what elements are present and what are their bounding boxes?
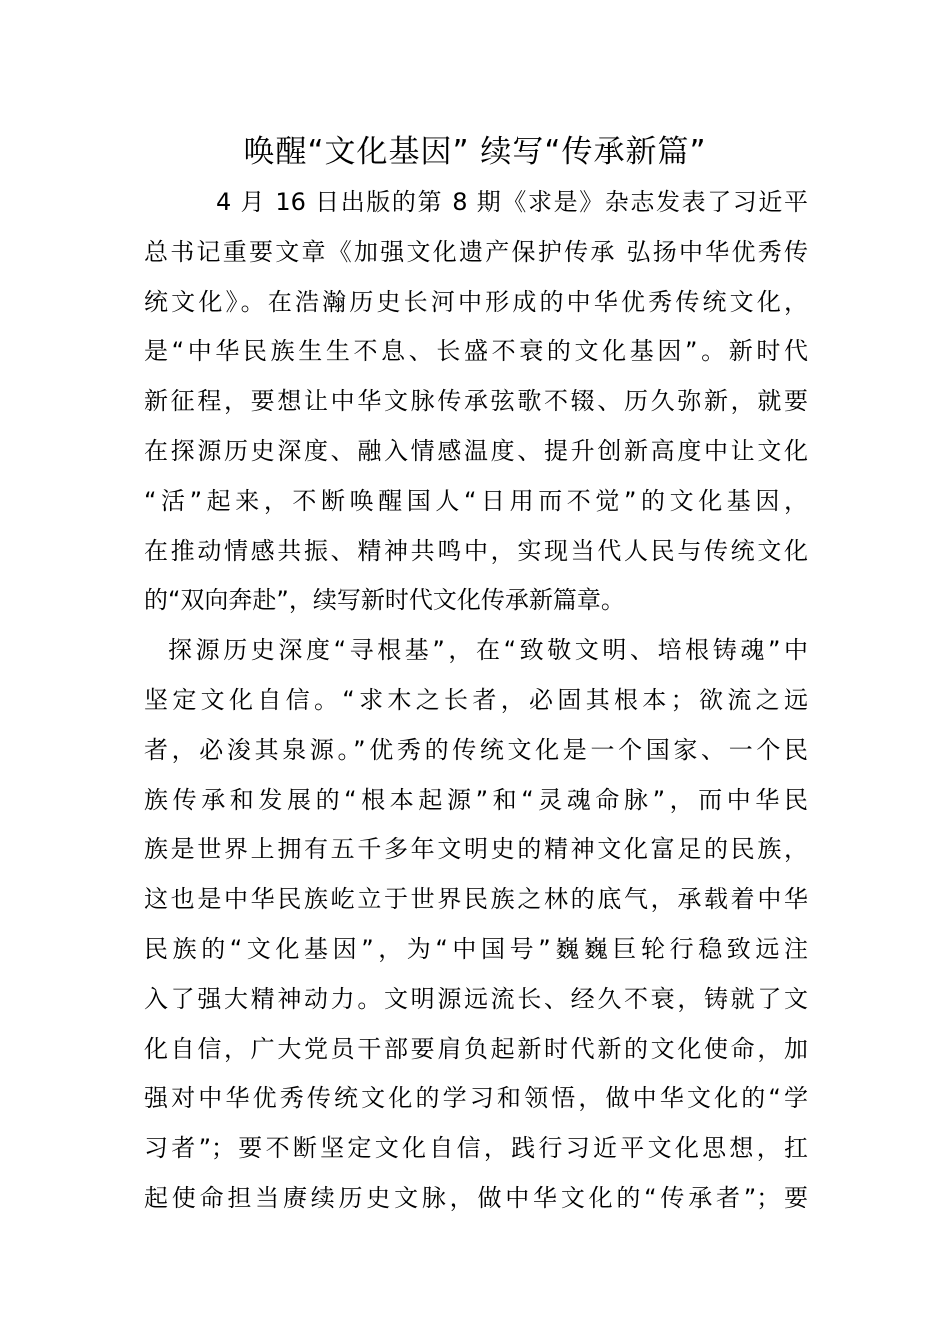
paragraph-2-line-5: 族是世界上拥有五千多年文明史的精神文化富足的民族，	[144, 835, 808, 864]
document-body	[144, 178, 808, 1224]
paragraph-2-line-9: 化自信，广大党员干部要肩负起新时代新的文化使命，加	[144, 1034, 808, 1063]
paragraph-2-line-11: 习者”；要不断坚定文化自信，践行习近平文化思想，扛	[144, 1134, 808, 1163]
paragraph-2-line-2: 坚定文化自信。“求木之长者，必固其根本；欲流之远	[144, 685, 808, 714]
paragraph-2-line-4: 族传承和发展的“根本起源”和“灵魂命脉”，而中华民	[144, 785, 808, 814]
paragraph-1-line-9: 的“双向奔赴”，续写新时代文化传承新篇章。	[144, 586, 625, 615]
paragraph-2-line-10: 强对中华优秀传统文化的学习和领悟，做中华文化的“学	[144, 1084, 808, 1113]
document-title: 唤醒“文化基因” 续写“传承新篇”	[243, 134, 707, 170]
paragraph-2-line-7: 民族的“文化基因”，为“中国号”巍巍巨轮行稳致远注	[144, 934, 808, 963]
paragraph-1-line-4: 是“中华民族生生不息、长盛不衰的文化基因”。新时代	[144, 337, 808, 366]
paragraph-2-line-8: 入了强大精神动力。文明源远流长、经久不衰，铸就了文	[144, 984, 808, 1013]
paragraph-2-line-6: 这也是中华民族屹立于世界民族之林的底气，承载着中华	[144, 885, 808, 914]
paragraph-1-line-1: 4 月 16 日出版的第 8 期《求是》杂志发表了习近平	[216, 188, 808, 216]
paragraph-1-line-6: 在探源历史深度、融入情感温度、提升创新高度中让文化	[144, 436, 808, 465]
paragraph-1-line-2: 总书记重要文章《加强文化遗产保护传承 弘扬中华优秀传	[144, 237, 808, 266]
paragraph-1-line-8: 在推动情感共振、精神共鸣中，实现当代人民与传统文化	[144, 536, 808, 565]
paragraph-1-line-5: 新征程，要想让中华文脉传承弦歌不辍、历久弥新，就要	[144, 387, 808, 416]
paragraph-2-line-3: 者，必浚其泉源。”优秀的传统文化是一个国家、一个民	[144, 735, 808, 764]
paragraph-2-line-12: 起使命担当赓续历史文脉，做中华文化的“传承者”；要	[144, 1183, 808, 1212]
paragraph-1-line-3: 统文化》。在浩瀚历史长河中形成的中华优秀传统文化，	[144, 287, 808, 316]
paragraph-1-line-7: “活”起来，不断唤醒国人“日用而不觉”的文化基因，	[144, 486, 808, 515]
paragraph-2-line-1: 探源历史深度“寻根基”，在“致敬文明、培根铸魂”中	[168, 636, 808, 665]
